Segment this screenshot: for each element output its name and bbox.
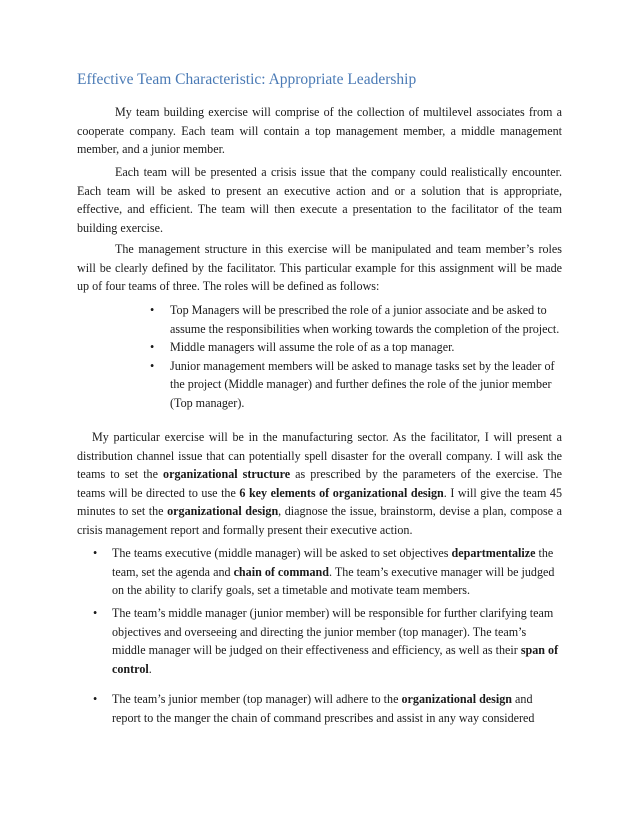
roles-list — [150, 301, 562, 413]
bullet-icon: • — [93, 606, 98, 620]
list-item-text: Middle managers will assume the role of as a top manager. — [170, 340, 455, 355]
sector-paragraph — [77, 428, 562, 540]
structure-paragraph-text: The management structure in this exercise will be manipulated and team member’s roles will be clearly defined by the facilitator. This particular example for this assignment will be made up of four teams of three. The roles will be defined as follows: — [77, 242, 562, 294]
item-text-3: . The team’s executive manager will be judged on the ability to clarify goals, set a timetable and motivate team members. — [112, 564, 555, 598]
item-bold-2: chain of command — [233, 564, 329, 579]
sector-text-4: , diagnose the issue, brainstorm, devise a plan, compose a crisis management report and formally present their executive action. — [77, 504, 562, 537]
sector-bold-1: organizational structure — [163, 467, 291, 482]
bullet-icon: • — [150, 340, 155, 355]
list-item — [93, 690, 562, 727]
intro-paragraph — [77, 103, 562, 159]
team-list-middle — [93, 604, 562, 678]
item-text-1: The teams executive (middle manager) will be asked to set objectives — [112, 546, 452, 560]
sector-bold-2: 6 key elements of organizational design — [239, 485, 444, 500]
list-item — [150, 301, 562, 338]
crisis-paragraph-text: Each team will be presented a crisis issue that the company could realistically encounter. Each team will be asked to present an executive action and or a solution that is appropriate, effective, and efficient. The team will then execute a presentation to the facilitator of the team building exercise. — [77, 165, 562, 235]
list-item — [93, 544, 562, 600]
sector-text-1: My particular exercise will be in the manufacturing sector. As the facilitator, I will present a distribution channel issue that can potentially spell disaster for the overall company. I will ask the teams to set the — [77, 430, 562, 482]
bullet-icon: • — [150, 358, 155, 373]
list-item — [93, 604, 562, 678]
list-item — [150, 357, 562, 413]
team-list-executive — [93, 544, 562, 600]
list-item-text: Top Managers will be prescribed the role of a junior associate and be asked to assume the responsibilities when working towards the completion of the project. — [170, 303, 560, 336]
item-text-2: . — [148, 661, 152, 676]
section-heading: Effective Team Characteristic: Appropriate Leadership — [77, 71, 417, 88]
item-text-1: The team’s junior member (top manager) will adhere to the — [112, 692, 402, 706]
crisis-paragraph — [77, 163, 562, 237]
bullet-icon: • — [150, 303, 155, 317]
sector-bold-3: organizational design — [167, 504, 279, 519]
item-text-2: the team, set the agenda and — [112, 546, 554, 579]
list-item — [150, 338, 562, 357]
intro-paragraph-text: My team building exercise will comprise of the collection of multilevel associates from a cooperate company. Each team will contain a top management member, a middle management member, and a junior member. — [77, 105, 562, 157]
team-list-junior — [93, 690, 562, 727]
sector-text-2: as prescribed by the parameters of the exercise. The teams will be directed to use the — [77, 467, 562, 500]
bullet-icon: • — [93, 692, 98, 706]
sector-text-3: . I will give the team 45 minutes to set the — [77, 485, 562, 519]
bullet-icon: • — [93, 546, 98, 560]
item-text-2: and report to the manger the chain of command prescribes and assist in any way considered — [112, 692, 535, 725]
item-bold-1: span of control — [112, 643, 559, 676]
item-bold-1: organizational design — [401, 692, 513, 706]
structure-paragraph — [77, 240, 562, 296]
list-item-text: Junior management members will be asked to manage tasks set by the leader of the project (Middle manager) and further defines the role of the junior member (Top manager). — [170, 358, 555, 410]
item-text-1: The team’s middle manager (junior member) will be responsible for further clarifying team objectives and overseeing and directing the junior member (top manager). The team’s middle manager will be judged on their effectiveness and efficiency, as well as their — [112, 606, 554, 658]
item-bold-1: departmentalize — [451, 546, 536, 560]
